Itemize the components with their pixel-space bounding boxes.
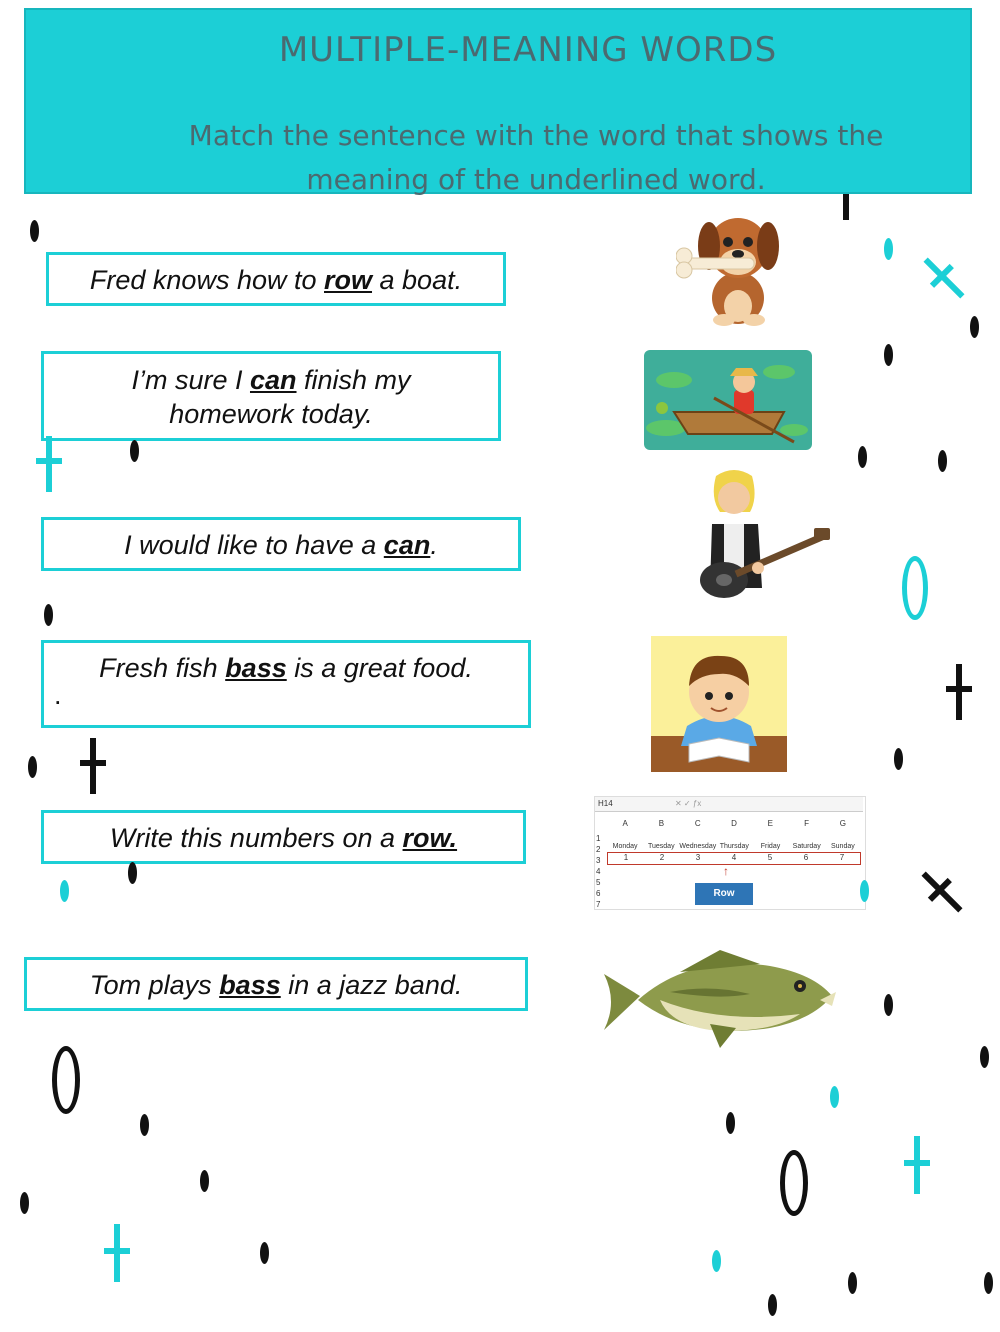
decor-dot xyxy=(28,756,37,778)
days-row: Monday Tuesday Wednesday Thursday Friday Saturday Sunday xyxy=(612,843,855,850)
boy-rowing-boat-picture[interactable] xyxy=(644,350,812,450)
decor-dot xyxy=(848,1272,857,1294)
decor-dot xyxy=(884,238,893,260)
decor-dot xyxy=(858,446,867,468)
underlined-word: bass xyxy=(225,653,287,683)
decor-cross xyxy=(918,252,970,304)
underlined-word: can xyxy=(383,530,431,560)
decor-dot xyxy=(768,1294,777,1316)
decor-dot xyxy=(884,994,893,1016)
spreadsheet-row-picture[interactable] xyxy=(594,796,866,910)
sentence-card-row-boat[interactable]: Fred knows how to row a boat. xyxy=(46,252,506,306)
decor-dot xyxy=(140,1114,149,1136)
guitar-player-picture[interactable] xyxy=(696,468,832,603)
decor-dot xyxy=(830,1086,839,1108)
sentence-card-jazz-bass[interactable]: Tom plays bass in a jazz band. xyxy=(24,957,528,1011)
decor-dot xyxy=(30,220,39,242)
decor-dot xyxy=(980,1046,989,1068)
decor-cross xyxy=(102,1224,132,1282)
decor-dot xyxy=(984,1272,993,1294)
page-title: MULTIPLE-MEANING WORDS xyxy=(278,30,778,70)
decor-dot xyxy=(970,316,979,338)
decor-dot xyxy=(200,1170,209,1192)
sentence-card-have-can[interactable]: I would like to have a can. xyxy=(41,517,521,571)
underlined-word: bass xyxy=(219,970,281,1000)
decor-dot xyxy=(130,440,139,462)
decor-dash xyxy=(843,194,849,220)
sentence-card-numbers-row[interactable]: Write this numbers on a row. xyxy=(41,810,526,864)
decor-ring xyxy=(780,1150,808,1216)
underlined-word: can xyxy=(249,365,297,395)
decor-cross xyxy=(34,436,64,492)
decor-dot xyxy=(712,1250,721,1272)
underlined-word: row. xyxy=(402,823,458,853)
decor-dot xyxy=(20,1192,29,1214)
decor-ring xyxy=(902,556,928,620)
decor-dot xyxy=(726,1112,735,1134)
bass-fish-picture[interactable] xyxy=(600,944,838,1056)
underlined-word: row xyxy=(324,265,373,295)
decor-dot xyxy=(260,1242,269,1264)
column-headers: A B C D E F G xyxy=(622,819,846,828)
decor-dot xyxy=(60,880,69,902)
decor-cross xyxy=(944,664,974,720)
instruction-line-1: Match the sentence with the word that shows the xyxy=(188,119,884,152)
decor-cross xyxy=(916,866,968,918)
instruction-header xyxy=(24,8,972,194)
decor-dot xyxy=(938,450,947,472)
decor-dot xyxy=(860,880,869,902)
decor-dot xyxy=(894,748,903,770)
decor-ring xyxy=(52,1046,80,1114)
highlighted-row: 1 2 3 4 5 6 7 xyxy=(607,852,861,865)
decor-cross xyxy=(902,1136,932,1194)
instruction-line-2: meaning of the underlined word. xyxy=(306,163,766,196)
formula-icons: ✕ ✓ ƒx xyxy=(675,799,702,808)
dog-with-bone-picture[interactable] xyxy=(676,206,786,328)
sentence-card-fish-bass[interactable]: Fresh fish bass is a great food. . xyxy=(41,640,531,728)
row-label: Row xyxy=(695,883,753,905)
decor-dot xyxy=(884,344,893,366)
decor-cross xyxy=(78,738,108,794)
sentence-card-can-finish[interactable]: I’m sure I can finish my homework today. xyxy=(41,351,501,441)
decor-dot xyxy=(44,604,53,626)
arrow-up-icon: ↑ xyxy=(723,864,729,878)
instructions xyxy=(146,114,926,202)
boy-homework-picture[interactable] xyxy=(651,636,787,772)
decor-dot xyxy=(128,862,137,884)
formula-bar: H14 ✕ ✓ ƒx xyxy=(595,797,863,812)
row-numbers: 1 2 3 4 5 6 7 xyxy=(596,834,601,909)
